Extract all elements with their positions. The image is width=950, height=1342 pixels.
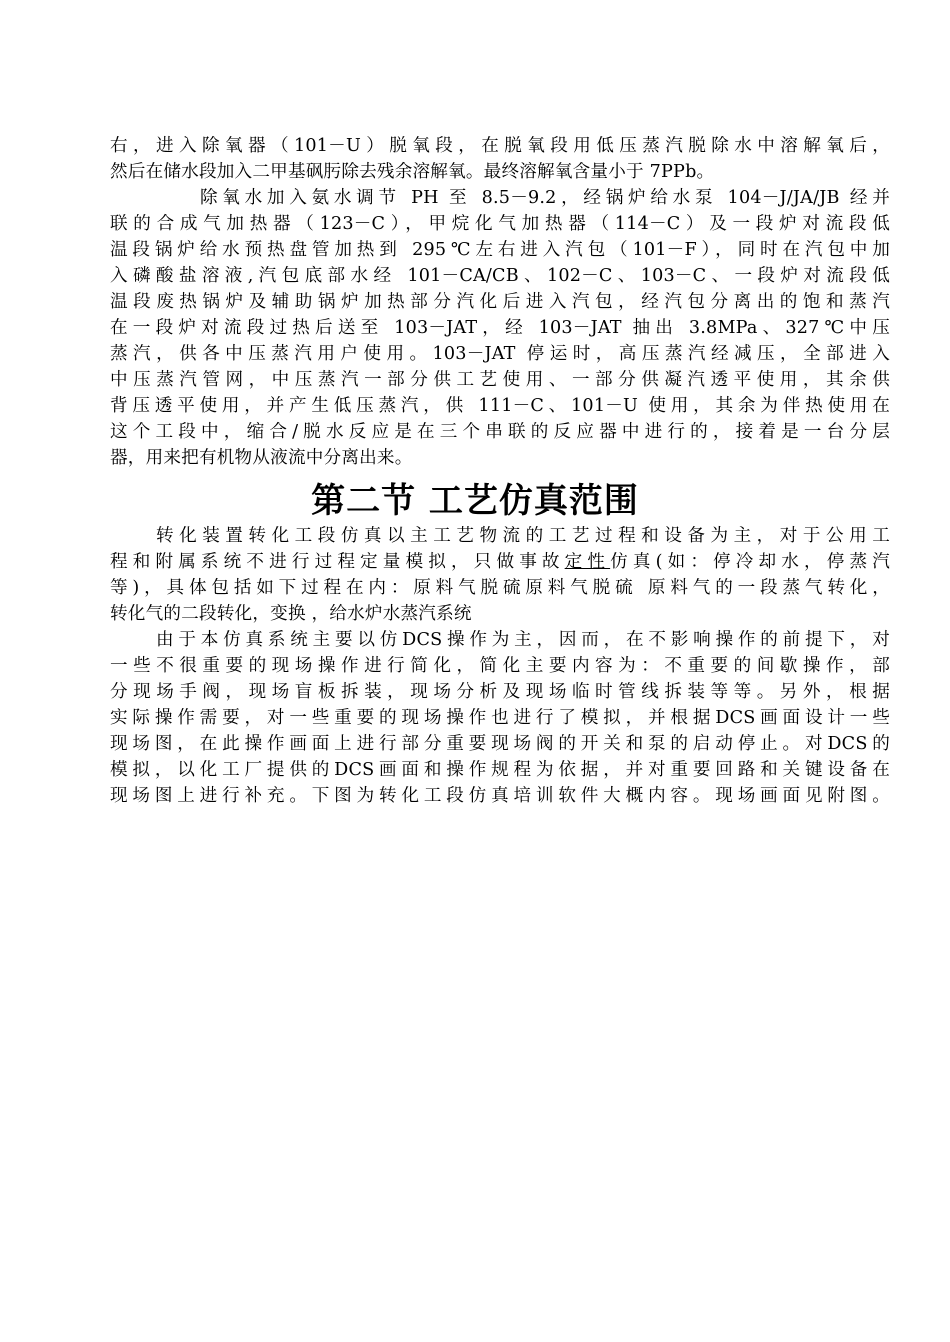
text-line: 在一段炉对流段过热后送至 103－JAT，经 103－JAT 抽出 3.8MPa、327℃中压 [110,318,890,338]
paragraph-deaerator-intro [110,133,890,185]
text-line: 背压透平使用，并产生低压蒸汽，供 111－C、101－U 使用，其余为伴热使用在 [110,396,890,416]
paragraph-simulation-scope [110,523,890,627]
text-segment: 程和附属系统不进行过程定量模拟，只做事故 [110,552,565,572]
text-segment: 仿真(如：停冷却水，停蒸汽 [610,552,890,572]
text-line: 转化气的二段转化，变换 ，给水炉水蒸汽系统 [110,604,472,624]
text-line: 入磷酸盐溶液,汽包底部水经 101－CA/CB、102－C、103－C、一段炉对流段低 [110,266,890,286]
underlined-text: 定性 [564,552,611,572]
text-line: 一些不很重要的现场操作进行简化，简化主要内容为：不重要的间歇操作，部 [110,656,890,676]
text-line: 温段废热锅炉及辅助锅炉加热部分汽化后进入汽包，经汽包分离出的饱和蒸汽 [110,292,890,312]
text-line: 由于本仿真系统主要以仿DCS操作为主，因而，在不影响操作的前提下，对 [156,630,890,650]
text-line: 蒸汽，供各中压蒸汽用户使用。103－JAT 停运时，高压蒸汽经减压，全部进入 [110,344,890,364]
text-line: 现场图，在此操作画面上进行部分重要现场阀的开关和泵的启动停止。对DCS的 [110,734,890,754]
text-line: 实际操作需要，对一些重要的现场操作也进行了模拟，并根据DCS画面设计一些 [110,708,890,728]
text-line: 现场图上进行补充。下图为转化工段仿真培训软件大概内容。现场画面见附图。 [110,786,890,806]
text-line: 除氧水加入氨水调节 PH 至 8.5－9.2，经锅炉给水泵 104－J/JA/JB 经并 [200,188,890,208]
text-line [110,549,890,575]
paragraph-dcs-simplification [110,627,890,809]
text-line: 转化装置转化工段仿真以主工艺物流的工艺过程和设备为主，对于公用工 [156,526,890,546]
text-line: 器，用来把有机物从液流中分离出来。 [110,448,413,468]
paragraph-boiler-feedwater [110,185,890,471]
text-line: 温段锅炉给水预热盘管加热到 295℃左右进入汽包（101－F），同时在汽包中加 [110,240,890,260]
text-line: 模拟，以化工厂提供的DCS画面和操作规程为依据，并对重要回路和关键设备在 [110,760,890,780]
text-line: 这个工段中，缩合/脱水反应是在三个串联的反应器中进行的，接着是一台分层 [110,422,890,442]
text-line: 分现场手阀，现场盲板拆装，现场分析及现场临时管线拆装等等。另外，根据 [110,682,890,702]
text-line: 联的合成气加热器（123－C），甲烷化气加热器（114－C）及一段炉对流段低 [110,214,890,234]
text-line: 然后在储水段加入二甲基砜肟除去残余溶解氧。最终溶解氧含量小于 7PPb。 [110,162,715,182]
text-line: 中压蒸汽管网，中压蒸汽一部分供工艺使用、一部分供凝汽透平使用，其余供 [110,370,890,390]
text-line: 右，进入除氧器（101－U）脱氧段，在脱氧段用低压蒸汽脱除水中溶解氧后， [110,136,890,156]
text-line: 等)，具体包括如下过程在内：原料气脱硫原料气脱硫 原料气的一段蒸气转化， [110,578,890,598]
section-heading: 第二节 工艺仿真范围 [311,481,639,521]
